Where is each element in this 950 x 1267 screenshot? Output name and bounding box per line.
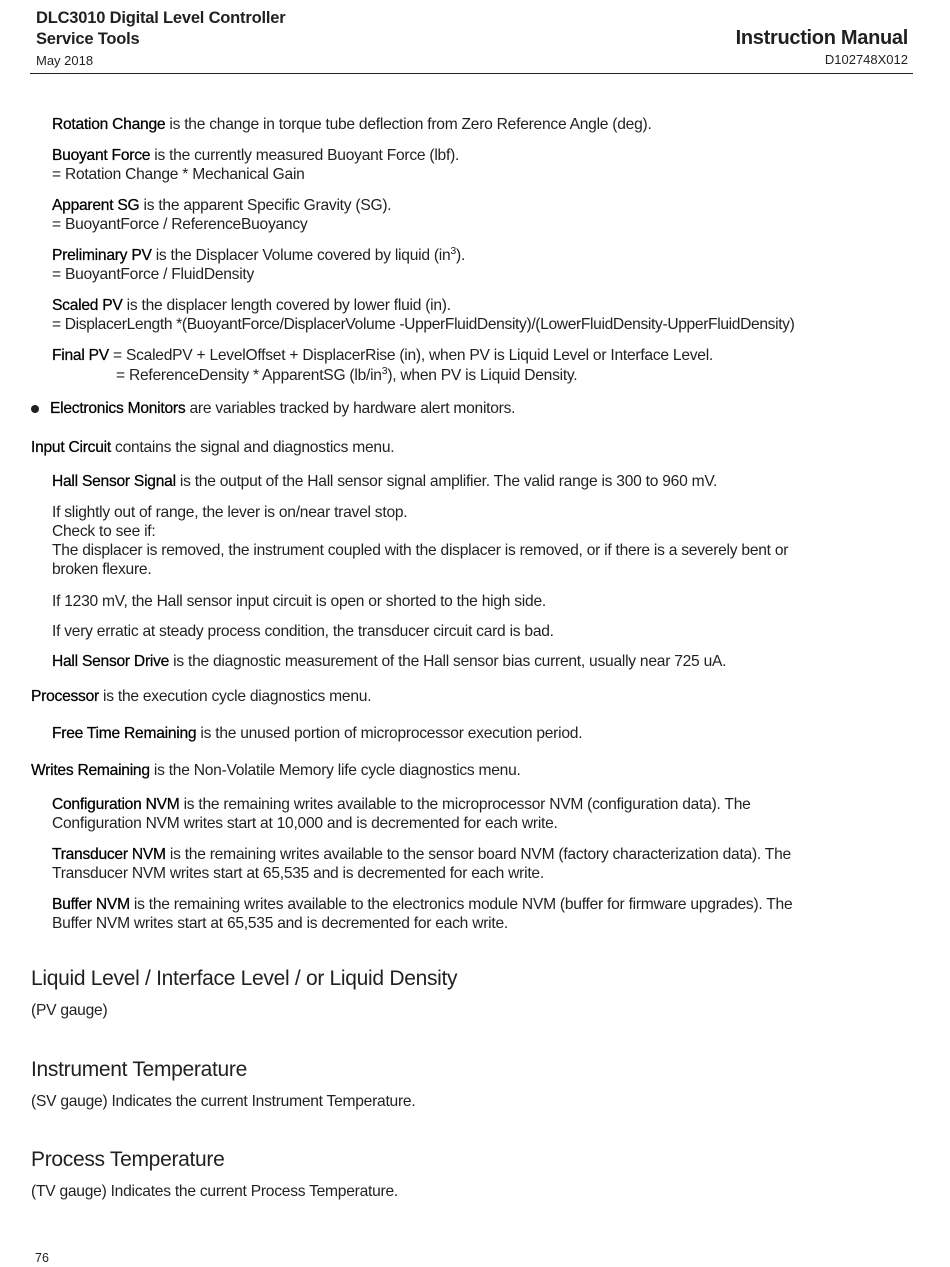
electronics-monitors-item <box>50 399 515 419</box>
preliminary-pv-paragraph <box>52 246 465 266</box>
term: Configuration NVM <box>52 796 180 813</box>
term: Final PV <box>52 347 109 364</box>
publication-date: May 2018 <box>36 53 94 68</box>
description: is the execution cycle diagnostics menu. <box>98 688 372 705</box>
term: Rotation Change <box>52 116 166 133</box>
configuration-nvm-line-2: Configuration NVM writes start at 10,000 and is decremented for each write. <box>52 815 558 832</box>
description: is the change in torque tube deflection from Zero Reference Angle (deg). <box>165 116 652 133</box>
term: Hall Sensor Signal <box>52 473 176 490</box>
description-end: ). <box>456 247 466 264</box>
section-text-process-temperature: (TV gauge) Indicates the current Process Temperature. <box>31 1183 398 1200</box>
processor-paragraph <box>31 687 371 707</box>
preliminary-pv-formula: = BuoyantForce / FluidDensity <box>52 266 255 283</box>
superscript: 3 <box>381 365 388 377</box>
transducer-nvm-paragraph <box>52 845 791 865</box>
term: Free Time Remaining <box>52 725 197 742</box>
term: Input Circuit <box>31 439 111 456</box>
input-circuit-paragraph <box>31 438 394 458</box>
description: is the remaining writes available to the electronics module NVM (buffer for firmware upgrades). The <box>129 896 793 913</box>
description: is the output of the Hall sensor signal amplifier. The valid range is 300 to 960 mV. <box>175 473 718 490</box>
term: Electronics Monitors <box>50 400 186 417</box>
final-pv-formula <box>116 366 577 386</box>
configuration-nvm-paragraph <box>52 795 751 815</box>
description: is the remaining writes available to the sensor board NVM (factory characterization data). The <box>165 846 791 863</box>
term: Writes Remaining <box>31 762 150 779</box>
term: Processor <box>31 688 99 705</box>
term: Buffer NVM <box>52 896 130 913</box>
page-number: 76 <box>35 1251 49 1265</box>
buffer-nvm-line-2: Buffer NVM writes start at 65,535 and is decremented for each write. <box>52 915 508 932</box>
hall-sensor-drive-paragraph <box>52 652 726 672</box>
description: is the Displacer Volume covered by liquid (in <box>151 247 451 264</box>
description: contains the signal and diagnostics menu. <box>110 439 395 456</box>
section-title: Service Tools <box>36 30 140 48</box>
section-text-instrument-temperature: (SV gauge) Indicates the current Instrument Temperature. <box>31 1093 416 1110</box>
apparent-sg-paragraph <box>52 196 391 216</box>
term: Apparent SG <box>52 197 140 214</box>
description: is the currently measured Buoyant Force (lbf). <box>150 147 460 164</box>
out-of-range-line-2: Check to see if: <box>52 523 156 540</box>
description: is the apparent Specific Gravity (SG). <box>139 197 392 214</box>
term: Transducer NVM <box>52 846 166 863</box>
buoyant-force-paragraph <box>52 146 459 166</box>
bullet-icon <box>31 405 39 413</box>
rotation-change-paragraph <box>52 115 652 135</box>
header-right <box>736 26 908 70</box>
open-circuit-paragraph: If 1230 mV, the Hall sensor input circuit is open or shorted to the high side. <box>52 593 546 610</box>
scaled-pv-paragraph <box>52 296 451 316</box>
section-heading-process-temperature: Process Temperature <box>31 1148 225 1171</box>
buffer-nvm-paragraph <box>52 895 792 915</box>
header-rule <box>30 73 913 74</box>
formula-end: ), when PV is Liquid Density. <box>387 367 578 384</box>
writes-remaining-paragraph <box>31 761 521 781</box>
apparent-sg-formula: = BuoyantForce / ReferenceBuoyancy <box>52 216 308 233</box>
manual-title: Instruction Manual <box>735 27 908 49</box>
description: are variables tracked by hardware alert monitors. <box>185 400 516 417</box>
section-heading-instrument-temperature: Instrument Temperature <box>31 1058 247 1081</box>
product-title: DLC3010 Digital Level Controller <box>36 9 286 27</box>
term: Preliminary PV <box>52 247 152 264</box>
document-number: D102748X012 <box>824 52 908 67</box>
buoyant-force-formula: = Rotation Change * Mechanical Gain <box>52 166 305 183</box>
final-pv-paragraph <box>52 346 713 366</box>
scaled-pv-formula: = DisplacerLength *(BuoyantForce/DisplacerVolume -UpperFluidDensity)/(LowerFluidDensity-UpperFluidDensity) <box>52 316 795 333</box>
term: Buoyant Force <box>52 147 151 164</box>
description: is the displacer length covered by lower fluid (in). <box>122 297 451 314</box>
section-text-pv: (PV gauge) <box>31 1002 108 1019</box>
description: is the Non-Volatile Memory life cycle diagnostics menu. <box>149 762 521 779</box>
hall-sensor-signal-paragraph <box>52 472 717 492</box>
transducer-nvm-line-2: Transducer NVM writes start at 65,535 and is decremented for each write. <box>52 865 544 882</box>
header-left <box>36 8 285 72</box>
description: = ScaledPV + LevelOffset + DisplacerRise (in), when PV is Liquid Level or Interface Level. <box>108 347 714 364</box>
term: Scaled PV <box>52 297 123 314</box>
superscript: 3 <box>450 245 457 257</box>
out-of-range-line-1: If slightly out of range, the lever is on/near travel stop. <box>52 504 408 521</box>
description: is the remaining writes available to the microprocessor NVM (configuration data). The <box>179 796 751 813</box>
description: is the unused portion of microprocessor execution period. <box>196 725 583 742</box>
formula-start: = ReferenceDensity * ApparentSG (lb/in <box>116 367 382 384</box>
erratic-paragraph: If very erratic at steady process condition, the transducer circuit card is bad. <box>52 623 554 640</box>
term: Hall Sensor Drive <box>52 653 170 670</box>
out-of-range-line-4: broken flexure. <box>52 561 152 578</box>
free-time-paragraph <box>52 724 582 744</box>
section-heading-pv: Liquid Level / Interface Level / or Liquid Density <box>31 967 458 990</box>
out-of-range-line-3: The displacer is removed, the instrument coupled with the displacer is removed, or if there is a severely bent or <box>52 542 789 559</box>
description: is the diagnostic measurement of the Hall sensor bias current, usually near 725 uA. <box>169 653 727 670</box>
